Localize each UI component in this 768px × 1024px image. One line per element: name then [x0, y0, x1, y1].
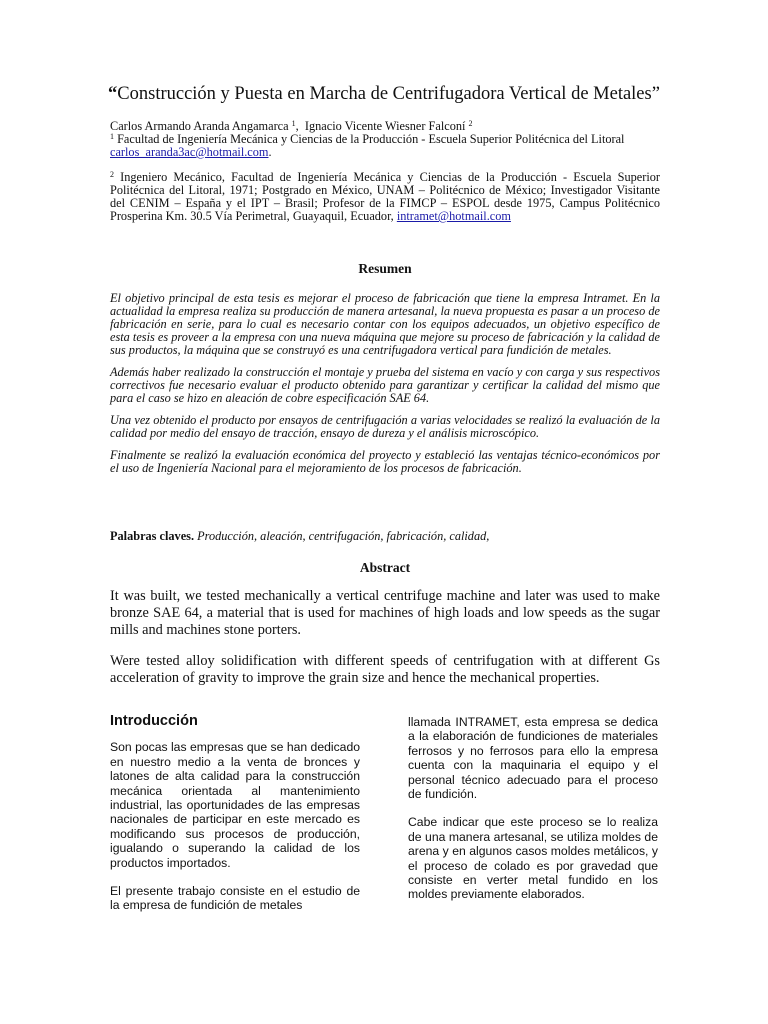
author-separator: ,	[295, 119, 299, 133]
keywords-list: Producción, aleación, centrifugación, fabricación, calidad,	[197, 529, 490, 543]
author-block	[110, 120, 660, 159]
affiliation-1-text: Facultad de Ingeniería Mecánica y Ciencias de la Producción - Escuela Superior Politécnica del Litoral	[117, 132, 625, 146]
author-2-sup: 2	[468, 119, 473, 128]
resumen-heading: Resumen	[358, 261, 412, 276]
keywords-line	[110, 530, 660, 543]
abstract-paragraph: It was built, we tested mechanically a vertical centrifuge machine and later was used to make bronze SAE 64, a material that is used for machines of high loads and low speeds as the sugar mills and machines stone porters.	[110, 588, 660, 638]
intro-left-column	[110, 714, 360, 927]
author-1-email-link[interactable]: carlos_aranda3ac@hotmail.com	[110, 145, 269, 159]
abstract-paragraph: Were tested alloy solidification with different speeds of centrifugation with at different Gs acceleration of gravity to improve the grain size and hence the mechanical properties.	[110, 653, 660, 686]
abstract-body	[110, 588, 660, 701]
resumen-paragraph: El objetivo principal de esta tesis es mejorar el proceso de fabricación que tiene la empresa Intramet. En la actualidad la empresa realiza su producción de manera artesanal, la nueva propuesta es pasar a un proceso de fabricación en serie, para lo cual es necesario contar con los equipos adecuados, un objetivo específico de esta tesis es proveer a la empresa con una nueva máquina que mejore su proceso de fabricación y la calidad de sus productos, la máquina que se construyó es una centrifugadora vertical para fundición de metales.	[110, 291, 660, 357]
intro-paragraph: El presente trabajo consiste en el estudio de la empresa de fundición de metales	[110, 884, 360, 913]
abstract-heading: Abstract	[359, 560, 411, 575]
resumen-paragraph: Además haber realizado la construcción el montaje y prueba del sistema en vacío y con carga y sus respectivos correctivos fue necesario evaluar el producto obtenido para garantizar y certificar la calidad del mismo que para el caso se hizo en aleación de cobre especificación SAE 64.	[110, 365, 660, 405]
resumen-paragraph: Una vez obtenido el producto por ensayos de centrifugación a varias velocidades se realizó la evaluación de la calidad por medio del ensayo de tracción, ensayo de dureza y el análisis microscópico.	[110, 413, 660, 440]
title-text: Construcción y Puesta en Marcha de Centrifugadora Vertical de Metales	[117, 84, 652, 104]
paper-title	[60, 84, 708, 105]
intro-paragraph: Son pocas las empresas que se han dedicado en nuestro medio a la venta de bronces y latones de alta calidad para la construcción mecánica orientada al mantenimiento industrial, las oportunidades de las empresas nacionales de participar en este mercado es modificando sus procesos de producción, igualando o superando la calidad de los productos importados.	[110, 740, 361, 870]
title-open-quote: “	[108, 84, 118, 104]
affiliation-2-text: Ingeniero Mecánico, Facultad de Ingeniería Mecánica y Ciencias de la Producción - Escuela Superior Politécnica del Litoral, 1971; Postgrado en México, UNAM – Politécnico de México; Investigador Visitante del CENIM – España y el IPT – Brasil; Profesor de la FIMCP – ESPOL desde 1975, Campus Politécnico Prosperina Km. 30.5 Vía Perimetral, Guayaquil, Ecuador,	[110, 170, 661, 223]
author-2: Ignacio Vicente Wiesner Falconí	[304, 119, 466, 133]
author-1: Carlos Armando Aranda Angamarca	[110, 119, 289, 133]
author-1-sup: 1	[291, 119, 296, 128]
affiliation-1-sup: 1	[110, 132, 114, 141]
introduccion-heading: Introducción	[110, 713, 198, 729]
affiliation-2-sup: 2	[110, 170, 114, 179]
title-close-quote: ”	[651, 84, 660, 104]
resumen-body	[110, 292, 660, 484]
affiliation-2	[110, 171, 660, 223]
affiliation-1-email-line: carlos_aranda3ac@hotmail.com.	[110, 145, 272, 159]
resumen-paragraph: Finalmente se realizó la evaluación económica del proyecto y estableció las ventajas técnico-económicos por el uso de Ingeniería Nacional para el mejoramiento de los procesos de fabricación.	[110, 448, 660, 475]
keywords-label: Palabras claves.	[110, 529, 195, 543]
intro-paragraph: Cabe indicar que este proceso se lo realiza de una manera artesanal, se utiliza moldes de arena y en algunos casos moldes metálicos, y el proceso de colado es por gravedad que consiste en verter metal fundido en los moldes previamente elaborados.	[408, 815, 658, 902]
intro-paragraph: llamada INTRAMET, esta empresa se dedica a la elaboración de fundiciones de materiales ferrosos y no ferrosos para ello la empresa cuenta con la maquinaria el equipo y el personal técnico adecuado para el proceso de fundición.	[408, 715, 658, 802]
author-2-email-link[interactable]: intramet@hotmail.com	[396, 209, 511, 223]
intro-right-column	[408, 715, 658, 916]
